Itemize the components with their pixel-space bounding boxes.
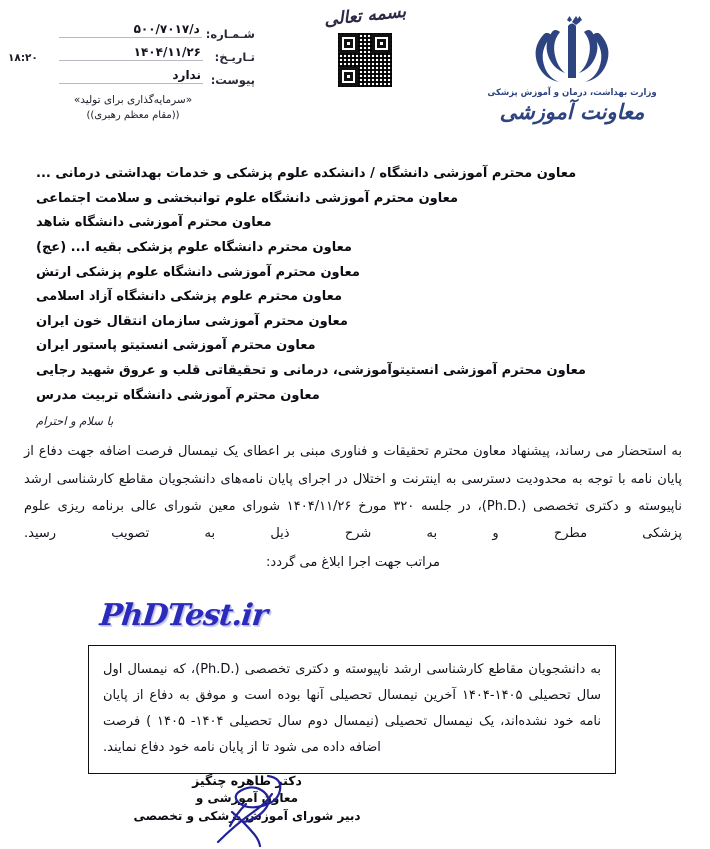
meta-row-number — [55, 24, 255, 47]
body-paragraph-text: به استحضار می رساند، پیشنهاد معاون محترم تحقیقات و فناوری مبنی بر اعطای یک نیمسال فرصت اضافه جهت دفاع از پایان نامه با توجه به محدودیت دسترسی به اینترنت و اختلال در اجرای پایان نامه‌های دانشجویان مقاطع کارشناسی ارشد ناپیوسته و دکتری تخصصی (.Ph.D)، در جلسه ۳۲۰ مورخ ۱۴۰۴/۱۱/۲۶ شورای معین شورای عالی برنامه ریزی علوم پزشکی مطرح و به شرح ذیل به تصویب رسید. — [24, 444, 682, 542]
recipient-item: معاون محترم آموزشی دانشگاه شاهد — [36, 215, 272, 231]
meta-label-date: تـاریـخ: — [214, 50, 255, 64]
greeting-line: با سلام و احترام — [36, 414, 114, 429]
recipient-item: معاون محترم آموزشی دانشگاه علوم پزشکی ارتش — [36, 264, 360, 280]
site-watermark: PhDTest.ir — [98, 598, 269, 633]
meta-row-attachment — [55, 70, 255, 93]
deputy-name: معاونت آموزشی — [499, 99, 645, 124]
basmala-text: بسمه تعالی — [323, 1, 407, 31]
recipient-item: معاون محترم دانشگاه علوم پزشکی بقیه ا... (عج) — [36, 239, 352, 255]
body-closing-line: مراتب جهت اجرا ابلاغ می گردد: — [266, 555, 440, 571]
qr-code-icon — [337, 32, 393, 88]
time-stamp: ۱۸:۲۰ — [8, 52, 38, 64]
ministry-emblem-block — [482, 14, 662, 124]
signature-block — [102, 772, 392, 825]
letterhead — [0, 0, 710, 148]
signer-role-line-2: دبیر شورای آموزش پزشکی و تخصصی — [133, 808, 361, 823]
meta-rule-attachment — [59, 70, 203, 84]
meta-row-date — [55, 47, 255, 70]
recipient-list — [36, 162, 674, 408]
recipient-item: معاون محترم آموزشی دانشگاه / دانشکده علوم پزشکی و خدمات بهداشتی درمانی ... — [36, 166, 577, 181]
recipient-item: معاون محترم آموزشی انستیتو پاستور ایران — [36, 338, 316, 354]
resolution-text: به دانشجویان مقاطع کارشناسی ارشد ناپیوسته و دکتری تخصصی (.Ph.D)، که نیمسال اول سال تحصیلی ۱۴۰۵-۱۴۰۴ آخرین نیمسال تحصیلی آنها بوده است و موفق به دفاع از پایان نامه خود نشده‌اند، یک نیمسال تحصیلی (نیمسال دوم سال تحصیلی ۱۴۰۴- ۱۴۰۵ ) فرصت اضافه داده می شود تا از پایان نامه خود دفاع نمایند. — [103, 662, 601, 755]
recipient-item: معاون محترم آموزشی سازمان انتقال خون ایران — [36, 313, 348, 329]
meta-fields — [55, 24, 255, 93]
signer-role-line-1: معاون آموزشی و — [195, 791, 299, 806]
meta-label-attachment: پیوست: — [210, 73, 255, 87]
meta-label-number: شـمـاره: — [205, 27, 255, 41]
year-slogan — [28, 92, 238, 124]
recipient-item: معاون محترم علوم پزشکی دانشگاه آزاد اسلامی — [36, 289, 343, 305]
recipient-item: معاون محترم آموزشی انستیتوآموزشی، درمانی و تحقیقاتی قلب و عروق شهید رجایی — [36, 363, 586, 378]
meta-rule-date — [59, 47, 203, 61]
meta-value-attachment: ندارد — [172, 68, 201, 82]
body-paragraph — [24, 438, 682, 547]
ministry-name: وزارت بهداشت، درمان و آموزش پزشکی — [487, 87, 657, 99]
slogan-line-1: «سرمایه‌گذاری برای تولید» — [73, 94, 193, 106]
recipient-item: معاون محترم آموزشی دانشگاه تربیت مدرس — [36, 387, 320, 403]
signer-name: دکتر طاهره چنگیز — [192, 773, 302, 788]
recipient-item: معاون محترم آموزشی دانشگاه علوم توانبخشی و سلامت اجتماعی — [36, 190, 459, 206]
meta-rule-number — [59, 24, 202, 38]
meta-value-number: د/۵۰۰/۷۰۱۷ — [133, 22, 200, 36]
slogan-line-2: ((مقام معظم رهبری)) — [86, 110, 180, 122]
iran-emblem-icon — [524, 14, 620, 86]
basmala-block — [300, 1, 430, 88]
meta-value-date: ۱۴۰۴/۱۱/۲۶ — [133, 45, 201, 59]
resolution-box — [88, 645, 616, 774]
